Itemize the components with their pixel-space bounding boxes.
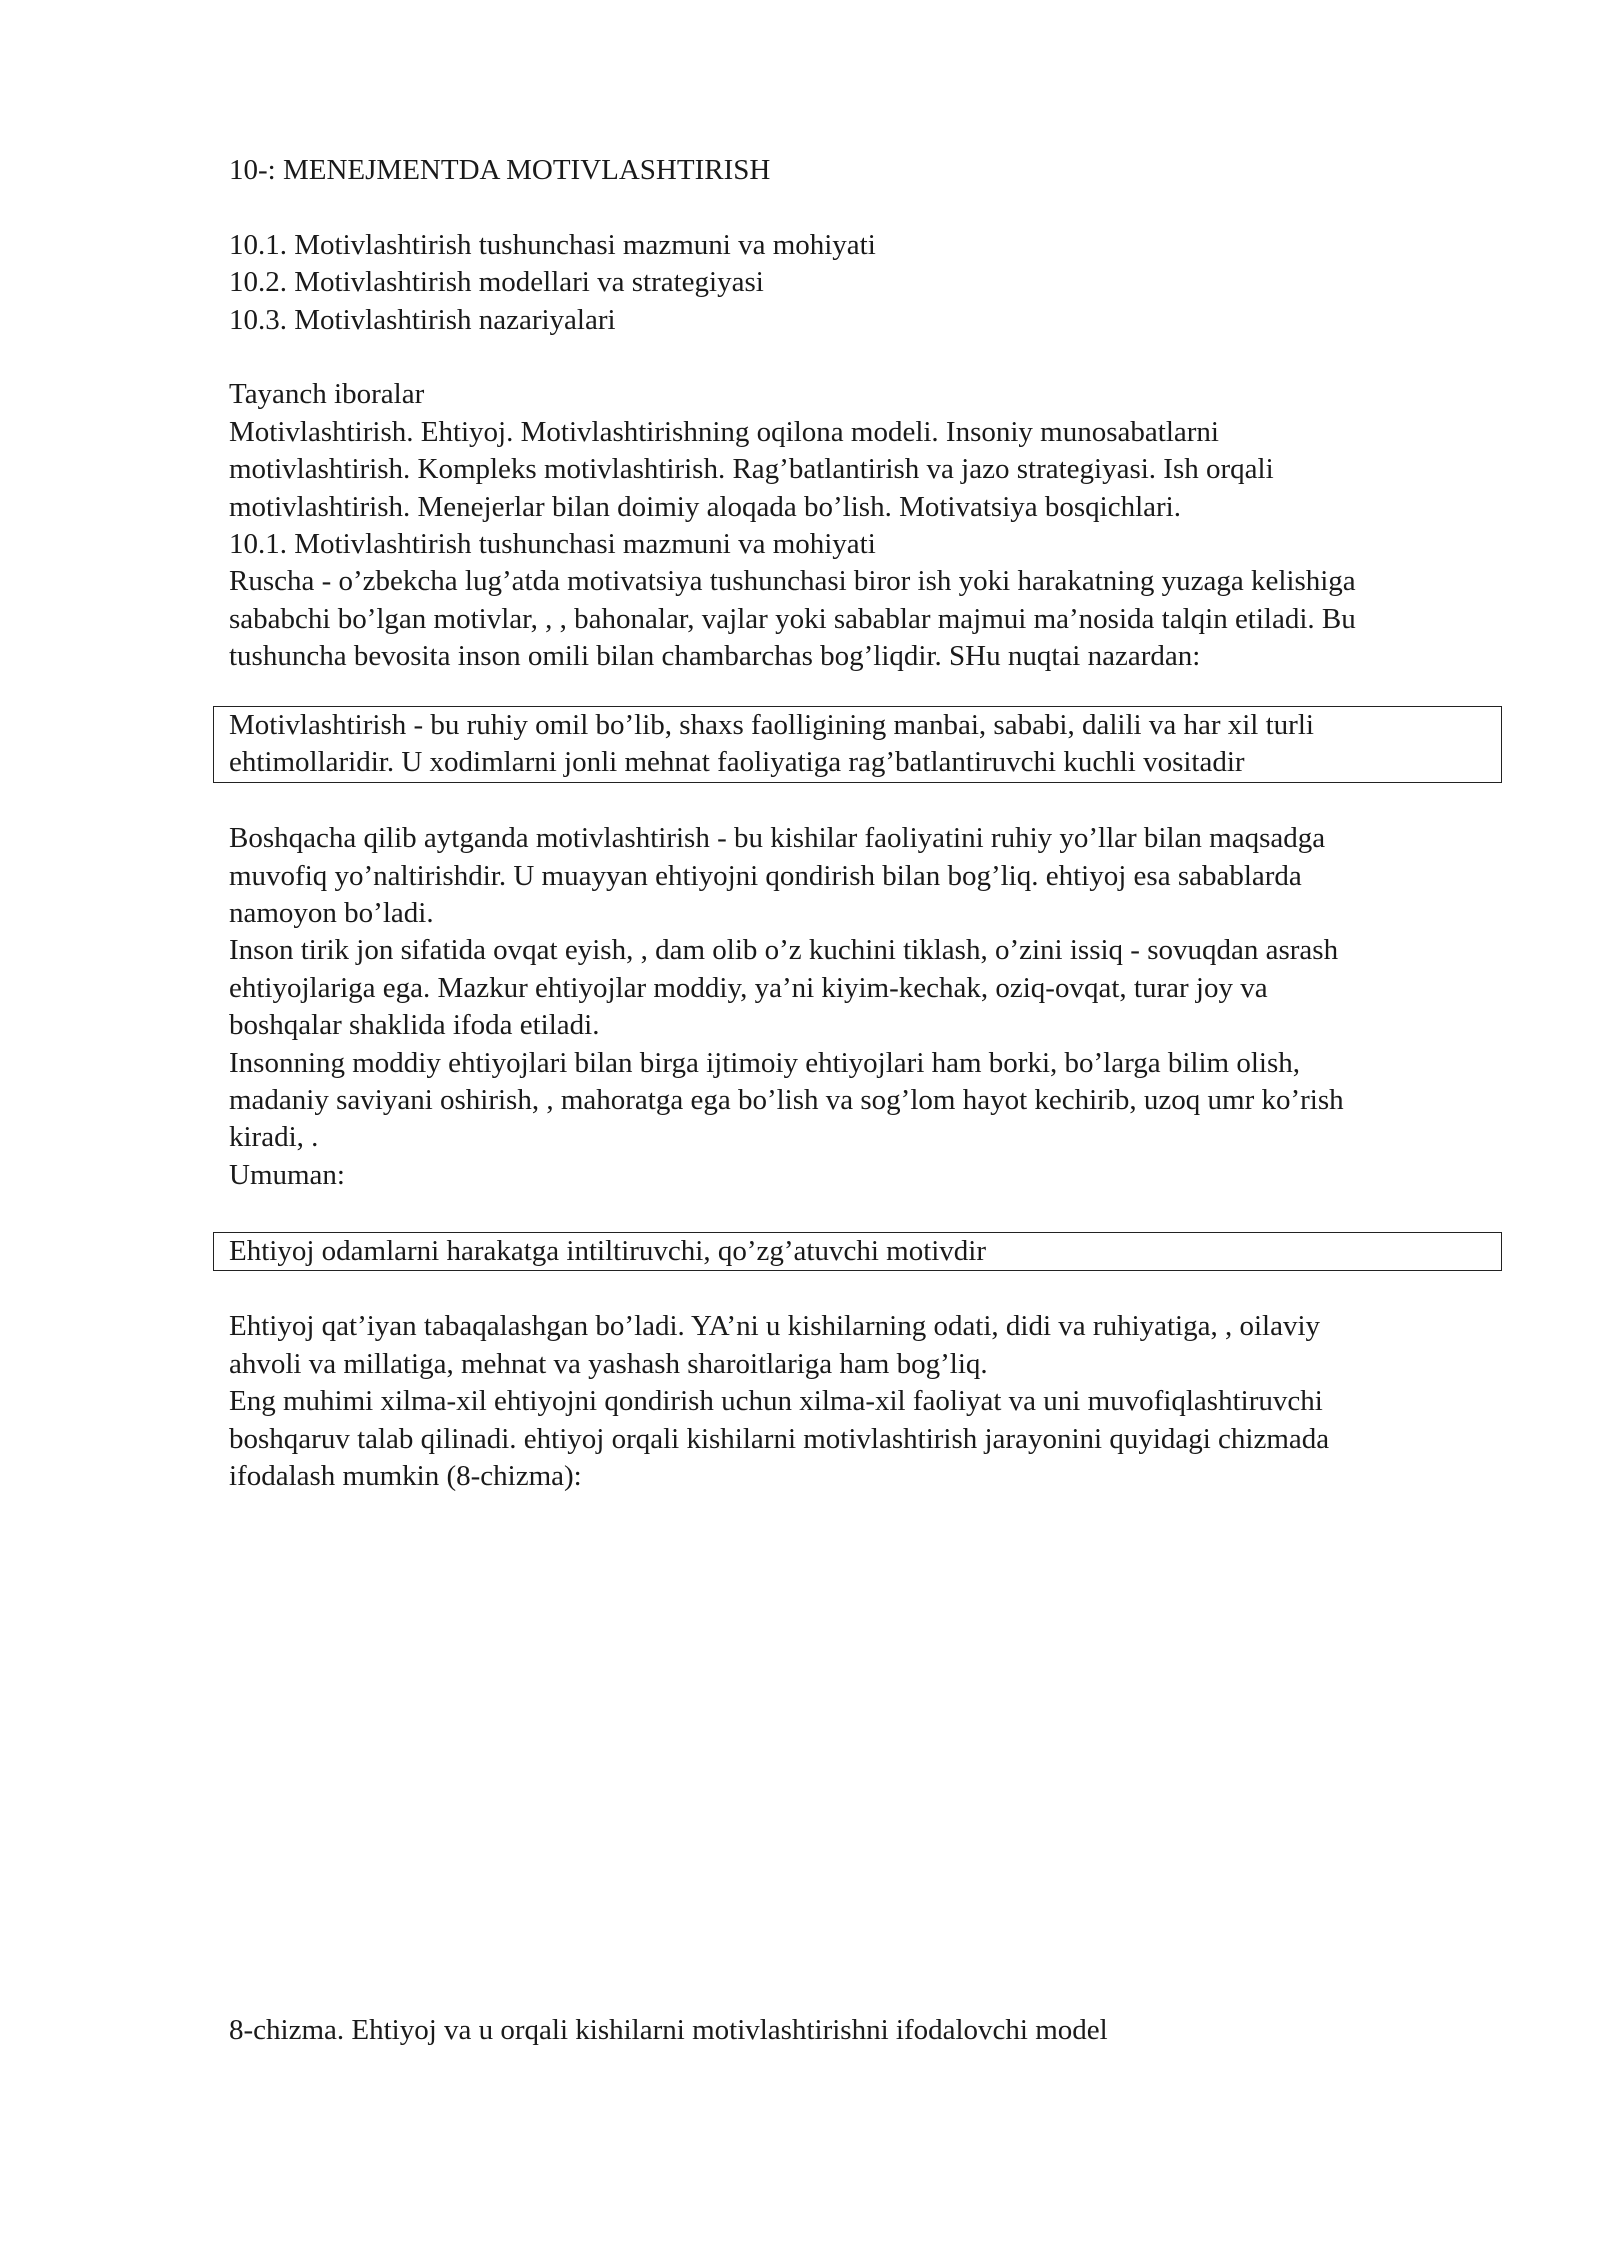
body-line: Insonning moddiy ehtiyojlari bilan birga ijtimoiy ehtiyojlari ham borki, bo’larga bilim olish,: [229, 1046, 1300, 1079]
spacer: [229, 783, 1519, 820]
need-definition-line: Ehtiyoj odamlarni harakatga intiltiruvchi, qo’zg’atuvchi motivdir: [229, 1234, 987, 1267]
document-upper-section: [229, 152, 1519, 676]
key-terms-title: Tayanch iboralar: [229, 378, 425, 411]
toc-item: 10.2. Motivlashtirish modellari va strategiyasi: [229, 266, 764, 299]
figure-caption: 8-chizma. Ehtiyoj va u orqali kishilarni motivlashtirishni ifodalovchi model: [229, 2014, 1108, 2046]
definition-box: [213, 706, 1502, 783]
key-terms-line: Motivlashtirish. Ehtiyoj. Motivlashtirishning oqilona modeli. Insoniy munosabatlarni: [229, 415, 1219, 448]
figure-caption-block: [229, 2012, 1519, 2049]
intro-line: Ruscha - o’zbekcha lug’atda motivatsiya tushunchasi biror ish yoki harakatning yuzaga kelishiga: [229, 565, 1356, 598]
intro-line: sababchi bo’lgan motivlar, , , bahonalar, vajlar yoki sabablar majmui ma’nosida talqin etiladi. Bu: [229, 602, 1356, 635]
toc-item: 10.3. Motivlashtirish nazariyalari: [229, 303, 616, 336]
intro-line: tushuncha bevosita inson omili bilan chambarchas bog’liqdir. SHu nuqtai nazardan:: [229, 640, 1201, 673]
closing-line: ifodalash mumkin (8-chizma):: [229, 1460, 582, 1493]
spacer: [229, 189, 1519, 226]
closing-line: boshqaruv talab qilinadi. ehtiyoj orqali kishilarni motivlashtirish jarayonini quyidagi chizmada: [229, 1422, 1330, 1455]
definition-line: Motivlashtirish - bu ruhiy omil bo’lib, shaxs faolligining manbai, sababi, dalili va har xil turli: [229, 709, 1314, 741]
spacer: [229, 339, 1519, 376]
body-line: Inson tirik jon sifatida ovqat eyish, , dam olib o’z kuchini tiklash, o’zini issiq - sovuqdan asrash: [229, 934, 1339, 967]
key-terms-line: motivlashtirish. Kompleks motivlashtirish. Rag’batlantirish va jazo strategiyasi. Ish orqali: [229, 453, 1274, 486]
body-line: Umuman:: [229, 1158, 345, 1191]
document-middle-section: [229, 706, 1519, 1495]
closing-line: ahvoli va millatiga, mehnat va yashash sharoitlariga ham bog’liq.: [229, 1347, 988, 1380]
need-definition-box: [213, 1232, 1502, 1271]
closing-line: Eng muhimi xilma-xil ehtiyojni qondirish uchun xilma-xil faoliyat va uni muvofiqlashtiruvchi: [229, 1385, 1323, 1418]
body-line: muvofiq yo’naltirishdir. U muayyan ehtiyojni qondirish bilan bog’liq. ehtiyoj esa sabablarda: [229, 859, 1302, 892]
chapter-heading: 10-: MENEJMENTDA MOTIVLASHTIRISH: [229, 154, 771, 186]
key-terms-line: motivlashtirish. Menejerlar bilan doimiy aloqada bo’lish. Motivatsiya bosqichlari.: [229, 490, 1181, 523]
body-line: namoyon bo’ladi.: [229, 897, 434, 930]
toc-item: 10.1. Motivlashtirish tushunchasi mazmuni va mohiyati: [229, 228, 876, 261]
section-heading: 10.1. Motivlashtirish tushunchasi mazmuni va mohiyati: [229, 528, 876, 561]
body-line: madaniy saviyani oshirish, , mahoratga ega bo’lish va sog’lom hayot kechirib, uzoq umr ko’rish: [229, 1084, 1344, 1117]
body-line: Boshqacha qilib aytganda motivlashtirish - bu kishilar faoliyatini ruhiy yo’llar bilan maqsadga: [229, 822, 1326, 855]
spacer: [229, 1271, 1519, 1308]
body-line: ehtiyojlariga ega. Mazkur ehtiyojlar moddiy, ya’ni kiyim-kechak, oziq-ovqat, turar joy va: [229, 971, 1268, 1004]
closing-line: Ehtiyoj qat’iyan tabaqalashgan bo’ladi. YA’ni u kishilarning odati, didi va ruhiyatiga, , oilaviy: [229, 1310, 1321, 1343]
spacer: [229, 1194, 1519, 1231]
body-line: kiradi, .: [229, 1121, 319, 1154]
body-line: boshqalar shaklida ifoda etiladi.: [229, 1009, 600, 1042]
definition-line: ehtimollaridir. U xodimlarni jonli mehnat faoliyatiga rag’batlantiruvchi kuchli vositadir: [229, 746, 1245, 779]
